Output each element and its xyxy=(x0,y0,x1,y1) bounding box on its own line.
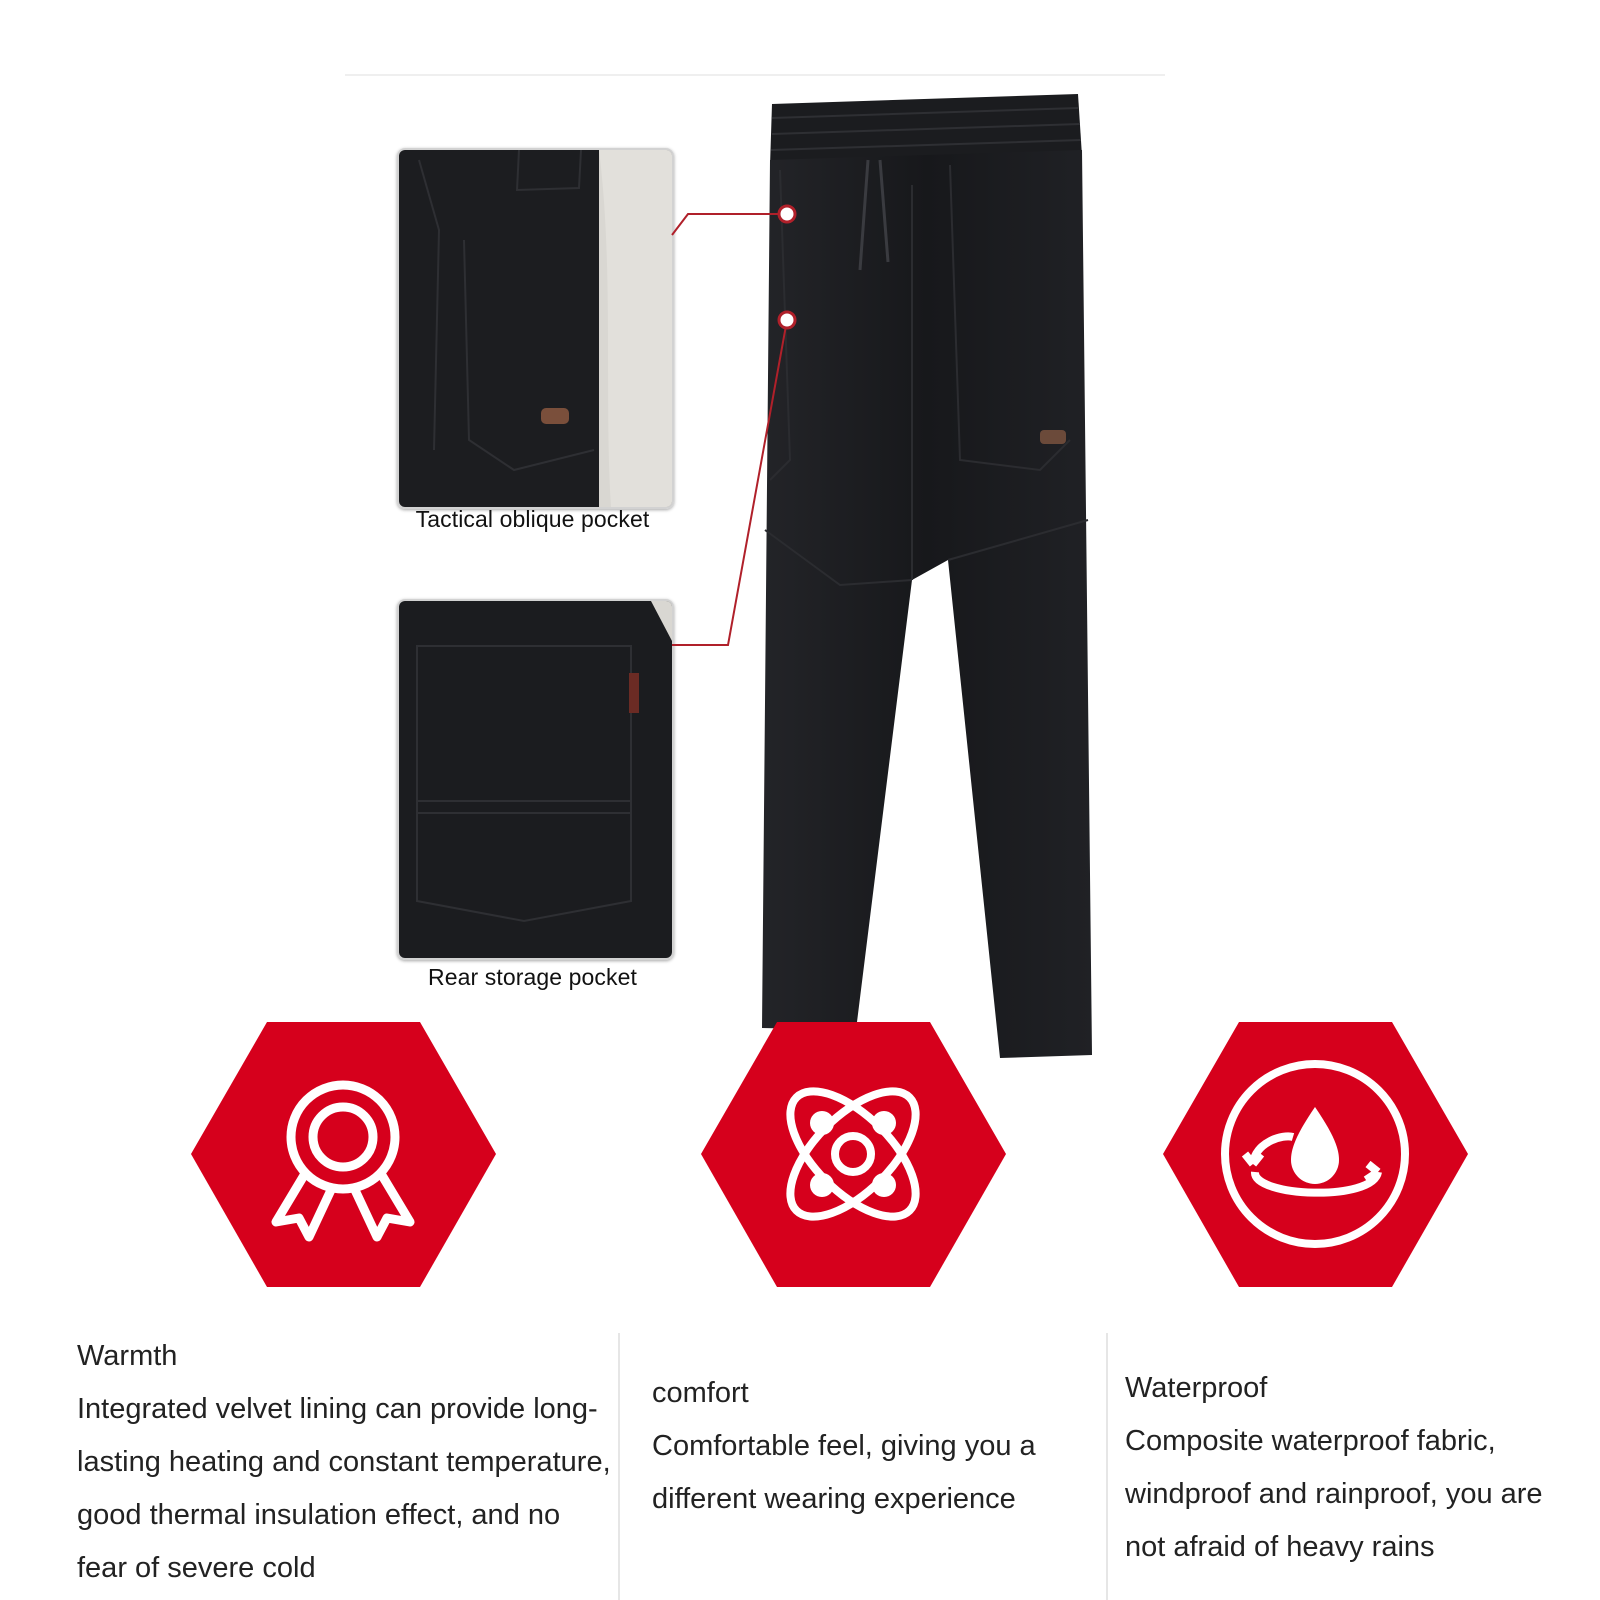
callout-dot-rear-pocket xyxy=(779,312,795,328)
water-drop-rotate-icon xyxy=(1163,1022,1468,1287)
feature-waterproof xyxy=(1125,1362,1565,1574)
feature-description: Composite waterproof fabric, windproof and rainproof, you are not afraid of heavy rains xyxy=(1125,1425,1543,1563)
feature-warmth xyxy=(77,1330,617,1595)
feature-title: Warmth xyxy=(77,1340,178,1372)
column-divider xyxy=(618,1333,620,1600)
feature-title: comfort xyxy=(652,1377,749,1409)
feature-title: Waterproof xyxy=(1125,1372,1268,1404)
inset-caption-tactical-pocket: Tactical oblique pocket xyxy=(415,506,650,532)
molecule-atom-icon xyxy=(701,1022,1006,1287)
feature-description: Integrated velvet lining can provide long-lasting heating and constant temperature, good thermal insulation effect, and no fear of severe cold xyxy=(77,1393,611,1584)
callout-dot-front-pocket xyxy=(779,206,795,222)
inset-caption-rear-pocket: Rear storage pocket xyxy=(427,964,637,990)
feature-comfort xyxy=(652,1367,1082,1526)
column-divider xyxy=(1106,1333,1108,1600)
feature-description: Comfortable feel, giving you a different wearing experience xyxy=(652,1430,1036,1515)
award-ribbon-icon xyxy=(191,1022,496,1287)
